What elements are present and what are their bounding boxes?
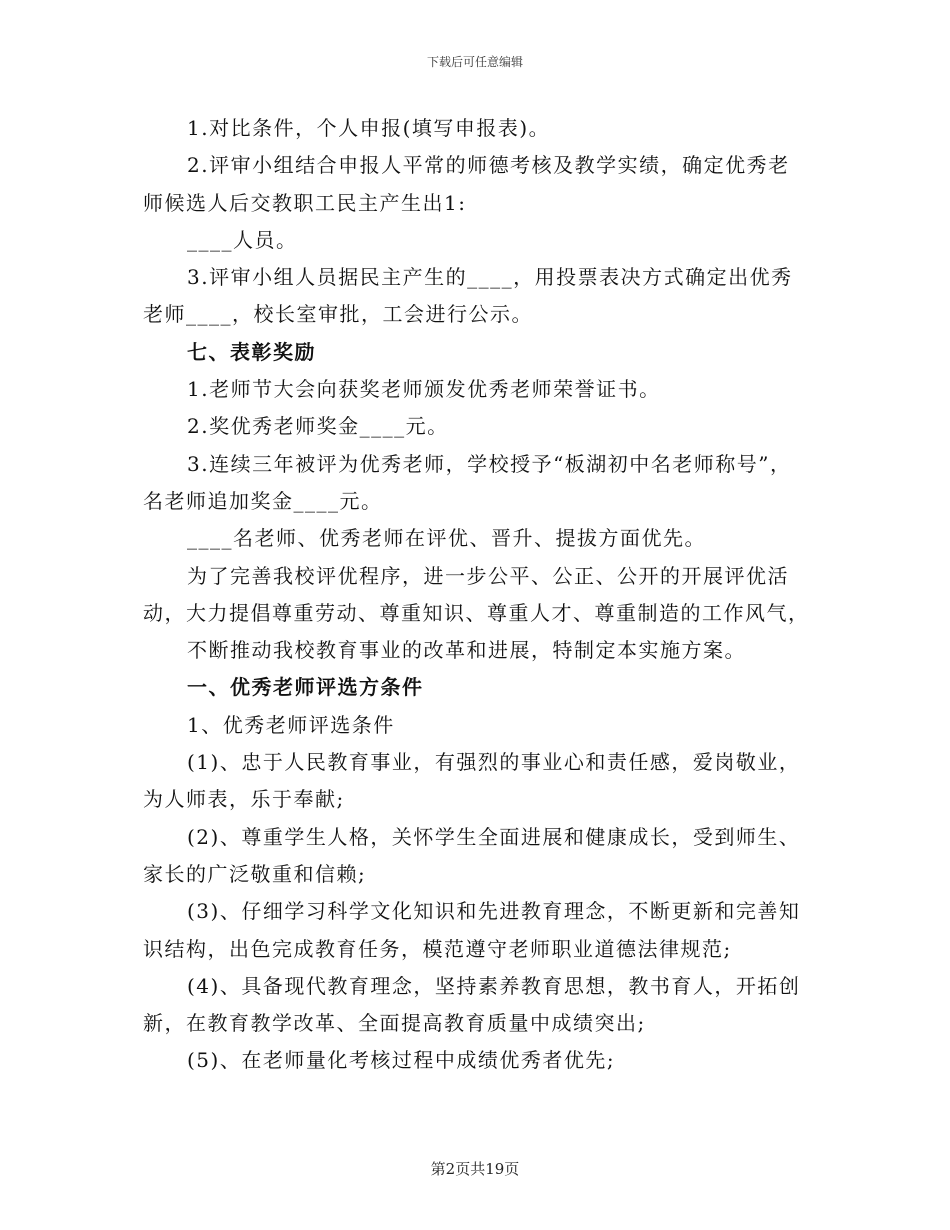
text-line: (1)、忠于人民教育事业，有强烈的事业心和责任感，爱岗敬业，: [187, 750, 801, 775]
text-line: 新，在教育教学改革、全面提高教育质量中成绩突出;: [143, 1011, 646, 1036]
text-line: 3.评审小组人员据民主产生的____，用投票表决方式确定出优秀: [187, 265, 793, 290]
text-line: (2)、尊重学生人格，关怀学生全面进展和健康成长，受到师生、: [187, 824, 801, 849]
text-line: 2.评审小组结合申报人平常的师德考核及教学实绩，确定优秀老: [187, 153, 790, 178]
text-line: 3.连续三年被评为优秀老师，学校授予“板湖初中名老师称号”，: [187, 451, 792, 476]
section-heading: 七、表彰奖励: [187, 339, 316, 364]
text-line: 识结构，出色完成教育任务，模范遵守老师职业道德法律规范;: [143, 936, 732, 961]
text-line: (4)、具备现代教育理念，坚持素养教育思想，教书育人，开拓创: [187, 973, 801, 998]
text-line: 1、优秀老师评选条件: [187, 712, 395, 737]
text-line: 家长的广泛敬重和信赖;: [143, 861, 367, 886]
document-body: [143, 110, 813, 1080]
text-line: 为人师表，乐于奉献;: [143, 787, 345, 812]
text-line: 不断推动我校教育事业的改革和进展，特制定本实施方案。: [187, 638, 746, 663]
section-heading: 一、优秀老师评选方条件: [187, 675, 424, 700]
text-line: (5)、在老师量化考核过程中成绩优秀者优先;: [187, 1048, 616, 1073]
text-line: 名老师追加奖金____元。: [143, 488, 383, 513]
page-footer: 第2页共19页: [430, 1160, 520, 1178]
text-line: 老师____，校长室审批，工会进行公示。: [143, 302, 533, 327]
text-line: 动，大力提倡尊重劳动、尊重知识、尊重人才、尊重制造的工作风气，: [143, 600, 810, 625]
text-line: ____名老师、优秀老师在评优、晋升、提拔方面优先。: [187, 526, 706, 551]
text-line: (3)、仔细学习科学文化知识和先进教育理念，不断更新和完善知: [187, 899, 801, 924]
text-line: 1.对比条件，个人申报(填写申报表)。: [187, 116, 551, 140]
text-line: 为了完善我校评优程序，进一步公平、公正、公开的开展评优活: [187, 563, 789, 588]
page-header: 下载后可任意编辑: [426, 55, 523, 69]
text-line: 师候选人后交教职工民主产生出1:: [143, 190, 467, 215]
text-line: 1.老师节大会向获奖老师颁发优秀老师荣誉证书。: [187, 377, 661, 402]
text-line: 2.奖优秀老师奖金____元。: [187, 414, 449, 439]
text-line: ____人员。: [187, 227, 298, 252]
